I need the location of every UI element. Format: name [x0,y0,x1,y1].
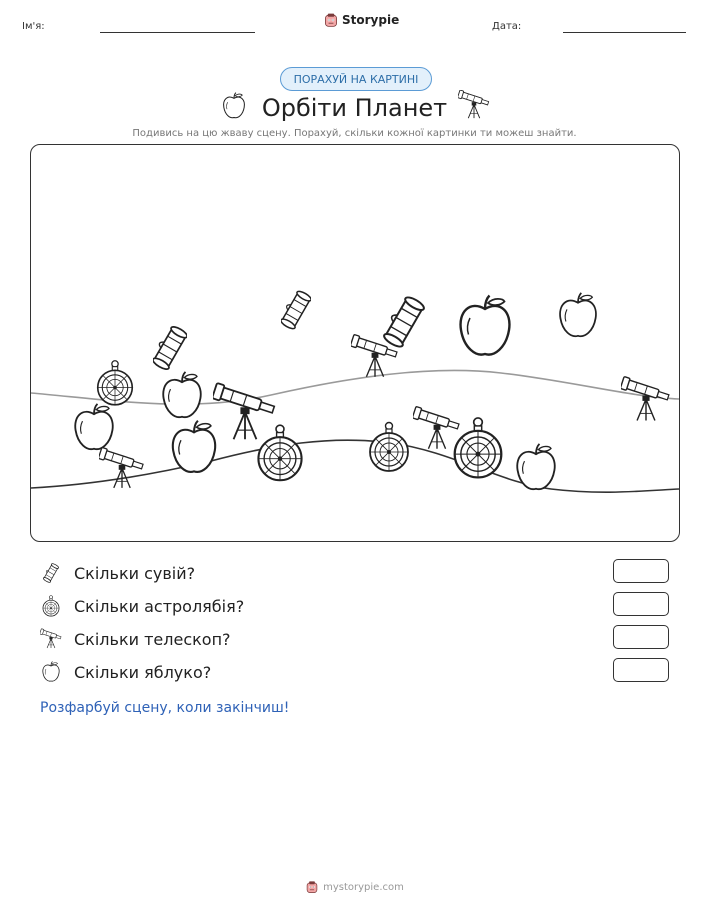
answer-box-apples[interactable] [613,658,669,682]
question-scrolls [40,560,195,586]
answer-box-astrolabes[interactable] [613,592,669,616]
question-astrolabes [40,593,244,619]
name-label: Ім'я: [22,21,45,32]
apple-icon [163,372,201,417]
astrolabe-icon [455,418,502,478]
page-title: Орбіти Планет [261,94,448,122]
scroll-icon [278,289,313,331]
apple-icon [40,661,62,683]
apple-icon [173,421,215,472]
question-text: Скільки сувій? [74,563,196,583]
activity-badge: ПОРАХУЙ НА КАРТИНІ [280,67,432,91]
mascot-icon [323,12,339,28]
mascot-icon [305,880,319,894]
question-apples [40,659,211,685]
telescope-icon [620,377,670,421]
astrolabe-icon [40,595,62,617]
counting-scene [30,144,680,542]
telescope-icon [212,383,276,439]
footer [0,880,709,894]
telescope-icon [412,406,460,448]
apple-icon [75,404,113,449]
answer-box-telescopes[interactable] [613,625,669,649]
page-subtitle: Подивись на цю жваву сцену. Порахуй, скільки кожної картинки ти можеш знайти. [132,128,577,139]
date-label: Дата: [492,21,522,32]
date-line[interactable] [563,32,686,33]
footer-url[interactable]: mystorypie.com [323,881,404,893]
name-line[interactable] [100,32,255,33]
coloring-note: Розфарбуй сцену, коли закінчиш! [40,700,290,716]
astrolabe-icon [258,425,301,480]
answer-box-scrolls[interactable] [613,559,669,583]
apple-icon [461,296,510,355]
astrolabe-icon [98,361,133,405]
apple-icon [517,444,555,489]
scroll-icon [149,324,188,371]
question-text: Скільки астролябія? [74,596,245,616]
apple-icon [560,293,596,336]
telescope-icon [98,447,144,488]
question-text: Скільки телескоп? [74,629,231,649]
question-telescopes [40,626,231,652]
brand-name: Storypie [342,13,400,27]
astrolabe-icon [370,423,408,472]
telescope-icon [458,90,490,120]
scroll-icon [380,294,426,349]
question-text: Скільки яблуко? [74,662,212,682]
scroll-icon [40,562,62,584]
brand-logo [323,12,399,28]
telescope-icon [40,628,62,650]
